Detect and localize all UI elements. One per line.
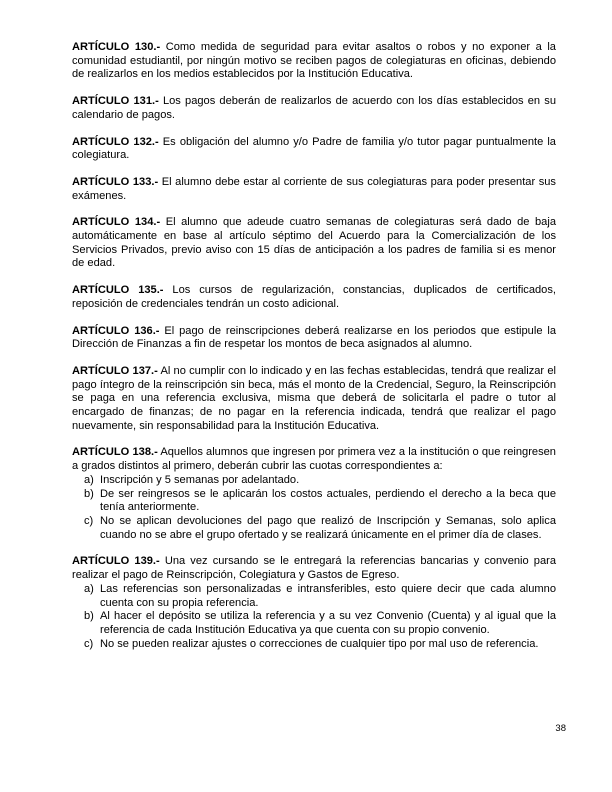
list-item-text: Inscripción y 5 semanas por adelantado. — [100, 473, 300, 486]
article-139 — [72, 555, 556, 651]
article-text: Una vez cursando se le entregará la referencias bancarias y convenio para realizar el pago de Reinscripción, Colegiatura y Gastos de Egreso. — [72, 555, 556, 582]
list-item-text: No se aplican devoluciones del pago que realizó de Inscripción y Semanas, solo aplica cuando no se abre el grupo ofertado y se realizará únicamente en el primer día de clases. — [100, 514, 556, 541]
article-label: ARTÍCULO 130.- — [72, 41, 161, 53]
article-134 — [72, 216, 556, 271]
article-head — [72, 555, 556, 582]
document-page — [72, 41, 556, 664]
article-text: El pago de reinscripciones deberá realizarse en los periodos que estipule la Dirección de Finanzas a fin de respetar los montos de beca asignados al alumno. — [72, 324, 556, 351]
article-text: Al no cumplir con lo indicado y en las fechas establecidas, tendrá que realizar el pago íntegro de la reinscripción sin beca, más el monto de la Credencial, Seguro, la Reinscripción se paga en una referencia exclusiva, misma que deberá de solicitarla el padre o tutor al encargado de finanzas; de no pagar en la referencia indicada, tendrá que realizar el pago nuevamente, sin responsabilidad para la Institución Educativa. — [72, 364, 556, 432]
article-text: Los pagos deberán de realizarlos de acuerdo con los días establecidos en su calendario de pagos. — [72, 95, 556, 121]
article-list — [72, 583, 556, 652]
article-130 — [72, 41, 556, 82]
article-label: ARTÍCULO 131.- — [72, 95, 159, 108]
list-item — [72, 474, 556, 488]
list-marker: a) — [84, 582, 94, 595]
article-131 — [72, 95, 556, 122]
article-head — [72, 446, 556, 473]
article-label: ARTÍCULO 139.- — [72, 555, 160, 568]
article-label: ARTÍCULO 136.- — [72, 324, 160, 337]
article-text: El alumno que adeude cuatro semanas de colegiaturas será dado de baja automáticamente en base al artículo séptimo del Acuerdo para la Comercialización de los Servicios Privados, previo aviso con 15 días de anticipación a los padres de familia si es menor de edad. — [72, 216, 556, 270]
article-133 — [72, 176, 556, 203]
list-item — [72, 488, 556, 515]
list-item-text: No se pueden realizar ajustes o correcciones de cualquier tipo por mal uso de referencia. — [100, 637, 539, 650]
article-label: ARTÍCULO 134.- — [72, 216, 161, 229]
article-label: ARTÍCULO 135.- — [72, 284, 164, 297]
article-label: ARTÍCULO 132.- — [72, 135, 159, 148]
list-marker: b) — [84, 610, 94, 623]
article-list — [72, 474, 556, 543]
article-text: Los cursos de regularización, constancias, duplicados de certificados, reposición de credenciales tendrán un costo adicional. — [72, 284, 556, 310]
article-text: Como medida de seguridad para evitar asaltos o robos y no exponer a la comunidad estudiantil, por ningún motivo se reciben pagos de colegiaturas en oficinas, debiendo de realizarlos en los medios establecidos por la Institución Educativa. — [72, 41, 556, 81]
list-item — [72, 610, 556, 637]
article-136 — [72, 325, 556, 352]
article-text: El alumno debe estar al corriente de sus colegiaturas para poder presentar sus exámenes. — [72, 175, 556, 202]
article-138 — [72, 446, 556, 542]
article-label: ARTÍCULO 138.- — [72, 446, 158, 459]
list-marker: a) — [84, 473, 94, 486]
article-137 — [72, 365, 556, 434]
list-item-text: Las referencias son personalizadas e intransferibles, esto quiere decir que cada alumno cuenta con su propia referencia. — [100, 582, 556, 609]
page-number: 38 — [555, 723, 566, 734]
article-135 — [72, 284, 556, 311]
article-text: Aquellos alumnos que ingresen por primera vez a la institución o que reingresen a grados distintos al primero, deberán cubrir las cuotas correspondientes a: — [72, 446, 556, 473]
list-item — [72, 515, 556, 542]
list-marker: c) — [84, 514, 94, 527]
list-item — [72, 583, 556, 610]
list-item-text: De ser reingresos se le aplicarán los costos actuales, perdiendo el derecho a la beca que tenía anteriormente. — [100, 487, 556, 514]
list-marker: b) — [84, 487, 94, 500]
article-label: ARTÍCULO 133.- — [72, 175, 159, 188]
article-132 — [72, 136, 556, 163]
list-marker: c) — [84, 637, 94, 650]
list-item-text: Al hacer el depósito se utiliza la referencia y a su vez Convenio (Cuenta) y al igual que la referencia de cada Institución Educativa ya que cuenta con su propio convenio. — [100, 610, 556, 636]
list-item — [72, 638, 556, 652]
article-text: Es obligación del alumno y/o Padre de familia y/o tutor pagar puntualmente la colegiatura. — [72, 135, 556, 162]
article-label: ARTÍCULO 137.- — [72, 364, 158, 377]
